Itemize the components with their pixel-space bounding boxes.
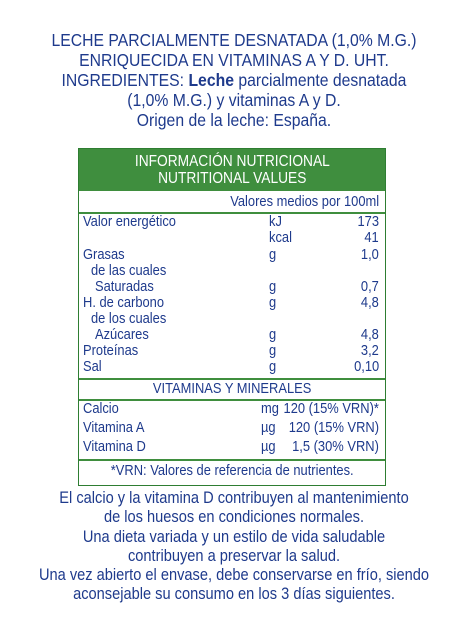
nutrient-unit: g bbox=[269, 326, 277, 343]
ingredients-label: INGREDIENTES: bbox=[61, 70, 189, 90]
nutrition-title-en: NUTRITIONAL VALUES bbox=[157, 170, 307, 187]
nutrient-value: 3,2 bbox=[361, 342, 379, 359]
footer-line: El calcio y la vitamina D contribuyen al mantenimiento bbox=[59, 488, 409, 507]
nutrient-value: 0,10 bbox=[353, 358, 379, 375]
nutrient-value: 41 bbox=[364, 229, 379, 246]
nutrition-title-es: INFORMACIÓN NUTRICIONAL bbox=[134, 153, 330, 170]
nutrient-unit: g bbox=[269, 358, 277, 375]
nutrient-value: 0,7 bbox=[361, 278, 379, 295]
nutrient-label: de las cuales bbox=[91, 262, 167, 279]
nutrient-unit: kJ bbox=[269, 213, 282, 230]
nutrient-label: de los cuales bbox=[91, 310, 167, 327]
product-description bbox=[0, 30, 468, 130]
footer-line: de los huesos en condiciones normales. bbox=[103, 507, 365, 527]
vitamin-value: 1,5 (30% VRN) bbox=[292, 438, 379, 455]
nutrient-label: Proteínas bbox=[83, 342, 139, 359]
product-name-line1: LECHE PARCIALMENTE DESNATADA (1,0% M.G.) bbox=[51, 30, 417, 50]
vitamin-label: Vitamina D bbox=[83, 438, 146, 455]
nutrition-table-header bbox=[79, 149, 385, 191]
ingredients-line2: (1,0% M.G.) y vitaminas A y D. bbox=[127, 90, 341, 110]
nutrient-label: Grasas bbox=[83, 246, 125, 263]
nutrient-unit: g bbox=[269, 342, 277, 359]
divider bbox=[79, 459, 385, 461]
health-claims bbox=[0, 488, 468, 604]
nutrient-value: 173 bbox=[357, 213, 379, 230]
vitamin-label: Vitamina A bbox=[83, 419, 145, 436]
nutrient-value: 1,0 bbox=[361, 246, 379, 263]
nutrient-value: 4,8 bbox=[361, 326, 379, 343]
nutrient-label: Azúcares bbox=[95, 326, 149, 343]
nutrient-label: Valor energético bbox=[83, 213, 176, 230]
nutrient-label: Saturadas bbox=[95, 278, 154, 295]
nutrient-unit: g bbox=[269, 246, 277, 263]
vitamin-label: Calcio bbox=[83, 400, 119, 417]
vitamin-unit: µg bbox=[261, 438, 276, 455]
footer-line: Una vez abierto el envase, debe conservarse en frío, siendo bbox=[38, 565, 430, 585]
nutrient-unit: g bbox=[269, 294, 277, 311]
per-100ml-label: Valores medios por 100ml bbox=[230, 193, 379, 210]
vrn-note: *VRN: Valores de referencia de nutrientes. bbox=[110, 462, 354, 479]
vitamin-unit: mg bbox=[261, 400, 279, 417]
nutrition-table bbox=[78, 148, 386, 486]
footer-line: Una dieta variada y un estilo de vida saludable bbox=[82, 526, 386, 546]
vitamin-value: 120 (15% VRN)* bbox=[283, 400, 379, 417]
vitamin-unit: µg bbox=[261, 419, 276, 436]
ingredients-bold: Leche bbox=[188, 70, 234, 90]
nutrient-label: H. de carbono bbox=[83, 294, 165, 311]
nutrient-unit: kcal bbox=[269, 229, 292, 246]
vitamins-title: VITAMINAS Y MINERALES bbox=[152, 380, 312, 397]
product-name-line2: ENRIQUECIDA EN VITAMINAS A Y D. UHT. bbox=[79, 50, 389, 70]
ingredients-rest: parcialmente desnatada bbox=[233, 70, 407, 90]
nutrient-label: Sal bbox=[83, 358, 102, 375]
footer-line: aconsejable su consumo en los 3 días siguientes. bbox=[73, 584, 395, 604]
footer-line: contribuyen a preservar la salud. bbox=[127, 545, 341, 565]
origin-line: Origen de la leche: España. bbox=[136, 110, 332, 130]
nutrient-value: 4,8 bbox=[361, 294, 379, 311]
nutrient-unit: g bbox=[269, 278, 277, 295]
vitamin-value: 120 (15% VRN) bbox=[288, 419, 379, 436]
ingredients-line bbox=[23, 70, 444, 90]
